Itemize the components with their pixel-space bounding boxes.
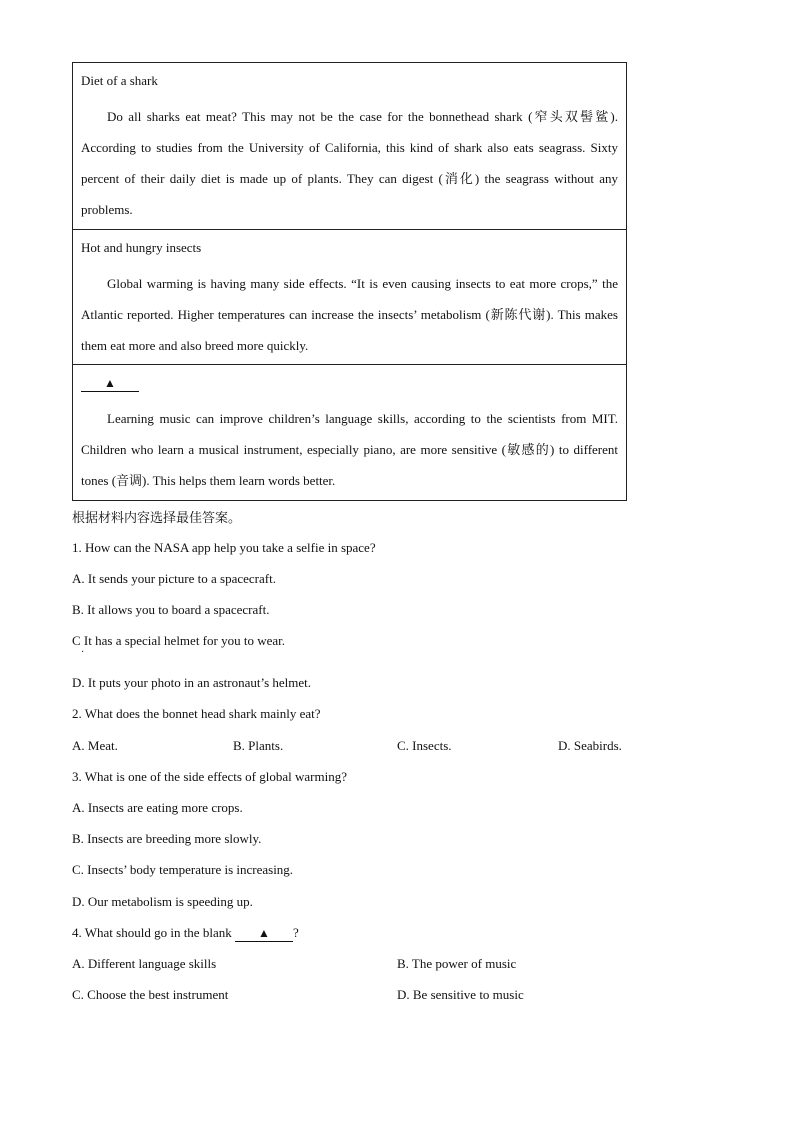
title-blank xyxy=(81,375,139,392)
question-1-option-b: B. It allows you to board a spacecraft. xyxy=(72,602,270,617)
question-3-stem: 3. What is one of the side effects of global warming? xyxy=(72,769,347,784)
question-2-option-d: D. Seabirds. xyxy=(558,738,622,753)
blank-marker: ▲ xyxy=(104,376,116,390)
article-body: Learning music can improve children’s language skills, according to the scientists from MIT. Children who learn a musical instrument, especially piano, are more sensitive (敏感的) to different tones (音调). This helps them learn words better. xyxy=(81,411,618,488)
blank-marker: ▲ xyxy=(258,926,270,940)
question-1-option-a: A. It sends your picture to a spacecraft. xyxy=(72,571,276,586)
question-3-option-a: A. Insects are eating more crops. xyxy=(72,800,243,815)
question-4-blank xyxy=(235,925,293,942)
reading-articles-table xyxy=(72,62,627,501)
question-2-option-a: A. Meat. xyxy=(72,738,118,753)
article-music xyxy=(73,365,626,500)
question-3-option-b: B. Insects are breeding more slowly. xyxy=(72,831,262,846)
article-body: Do all sharks eat meat? This may not be the case for the bonnethead shark (窄头双髻鲨). According to studies from the University of California, this kind of shark also eats seagrass. Sixty percent of their daily diet is made up of plants. They can digest (消化) the seagrass without any problems. xyxy=(81,109,618,217)
instructions: 根据材料内容选择最佳答案。 xyxy=(72,510,242,525)
article-title-blank xyxy=(81,373,618,393)
article-title: Diet of a shark xyxy=(81,73,158,88)
question-4-option-d: D. Be sensitive to music xyxy=(397,987,524,1002)
question-4-stem xyxy=(72,924,299,942)
stray-dot: · xyxy=(81,647,85,658)
question-4-option-a: A. Different language skills xyxy=(72,956,217,971)
question-2-option-c: C. Insects. xyxy=(397,738,452,753)
article-title: Hot and hungry insects xyxy=(81,240,202,255)
question-1-stem: 1. How can the NASA app help you take a selfie in space? xyxy=(72,540,376,555)
question-2-option-b: B. Plants. xyxy=(233,738,284,753)
question-4-option-b: B. The power of music xyxy=(397,956,517,971)
question-4-option-c: C. Choose the best instrument xyxy=(72,987,229,1002)
question-1-option-c: C It has a special helmet for you to wear. xyxy=(72,633,285,648)
question-2-stem: 2. What does the bonnet head shark mainly eat? xyxy=(72,706,321,721)
question-4-stem-prefix: 4. What should go in the blank xyxy=(72,925,232,940)
article-hungry-insects xyxy=(73,230,626,365)
article-body: Global warming is having many side effects. “It is even causing insects to eat more crops,” the Atlantic reported. Higher temperatures can increase the insects’ metabolism (新陈代谢). This makes them eat more and also breed more quickly. xyxy=(81,276,618,353)
question-1-option-d: D. It puts your photo in an astronaut’s helmet. xyxy=(72,675,312,690)
question-4-stem-suffix: ? xyxy=(292,925,299,940)
question-3-option-d: D. Our metabolism is speeding up. xyxy=(72,894,253,909)
question-3-option-c: C. Insects’ body temperature is increasing. xyxy=(72,862,294,877)
article-shark-diet xyxy=(73,63,626,230)
